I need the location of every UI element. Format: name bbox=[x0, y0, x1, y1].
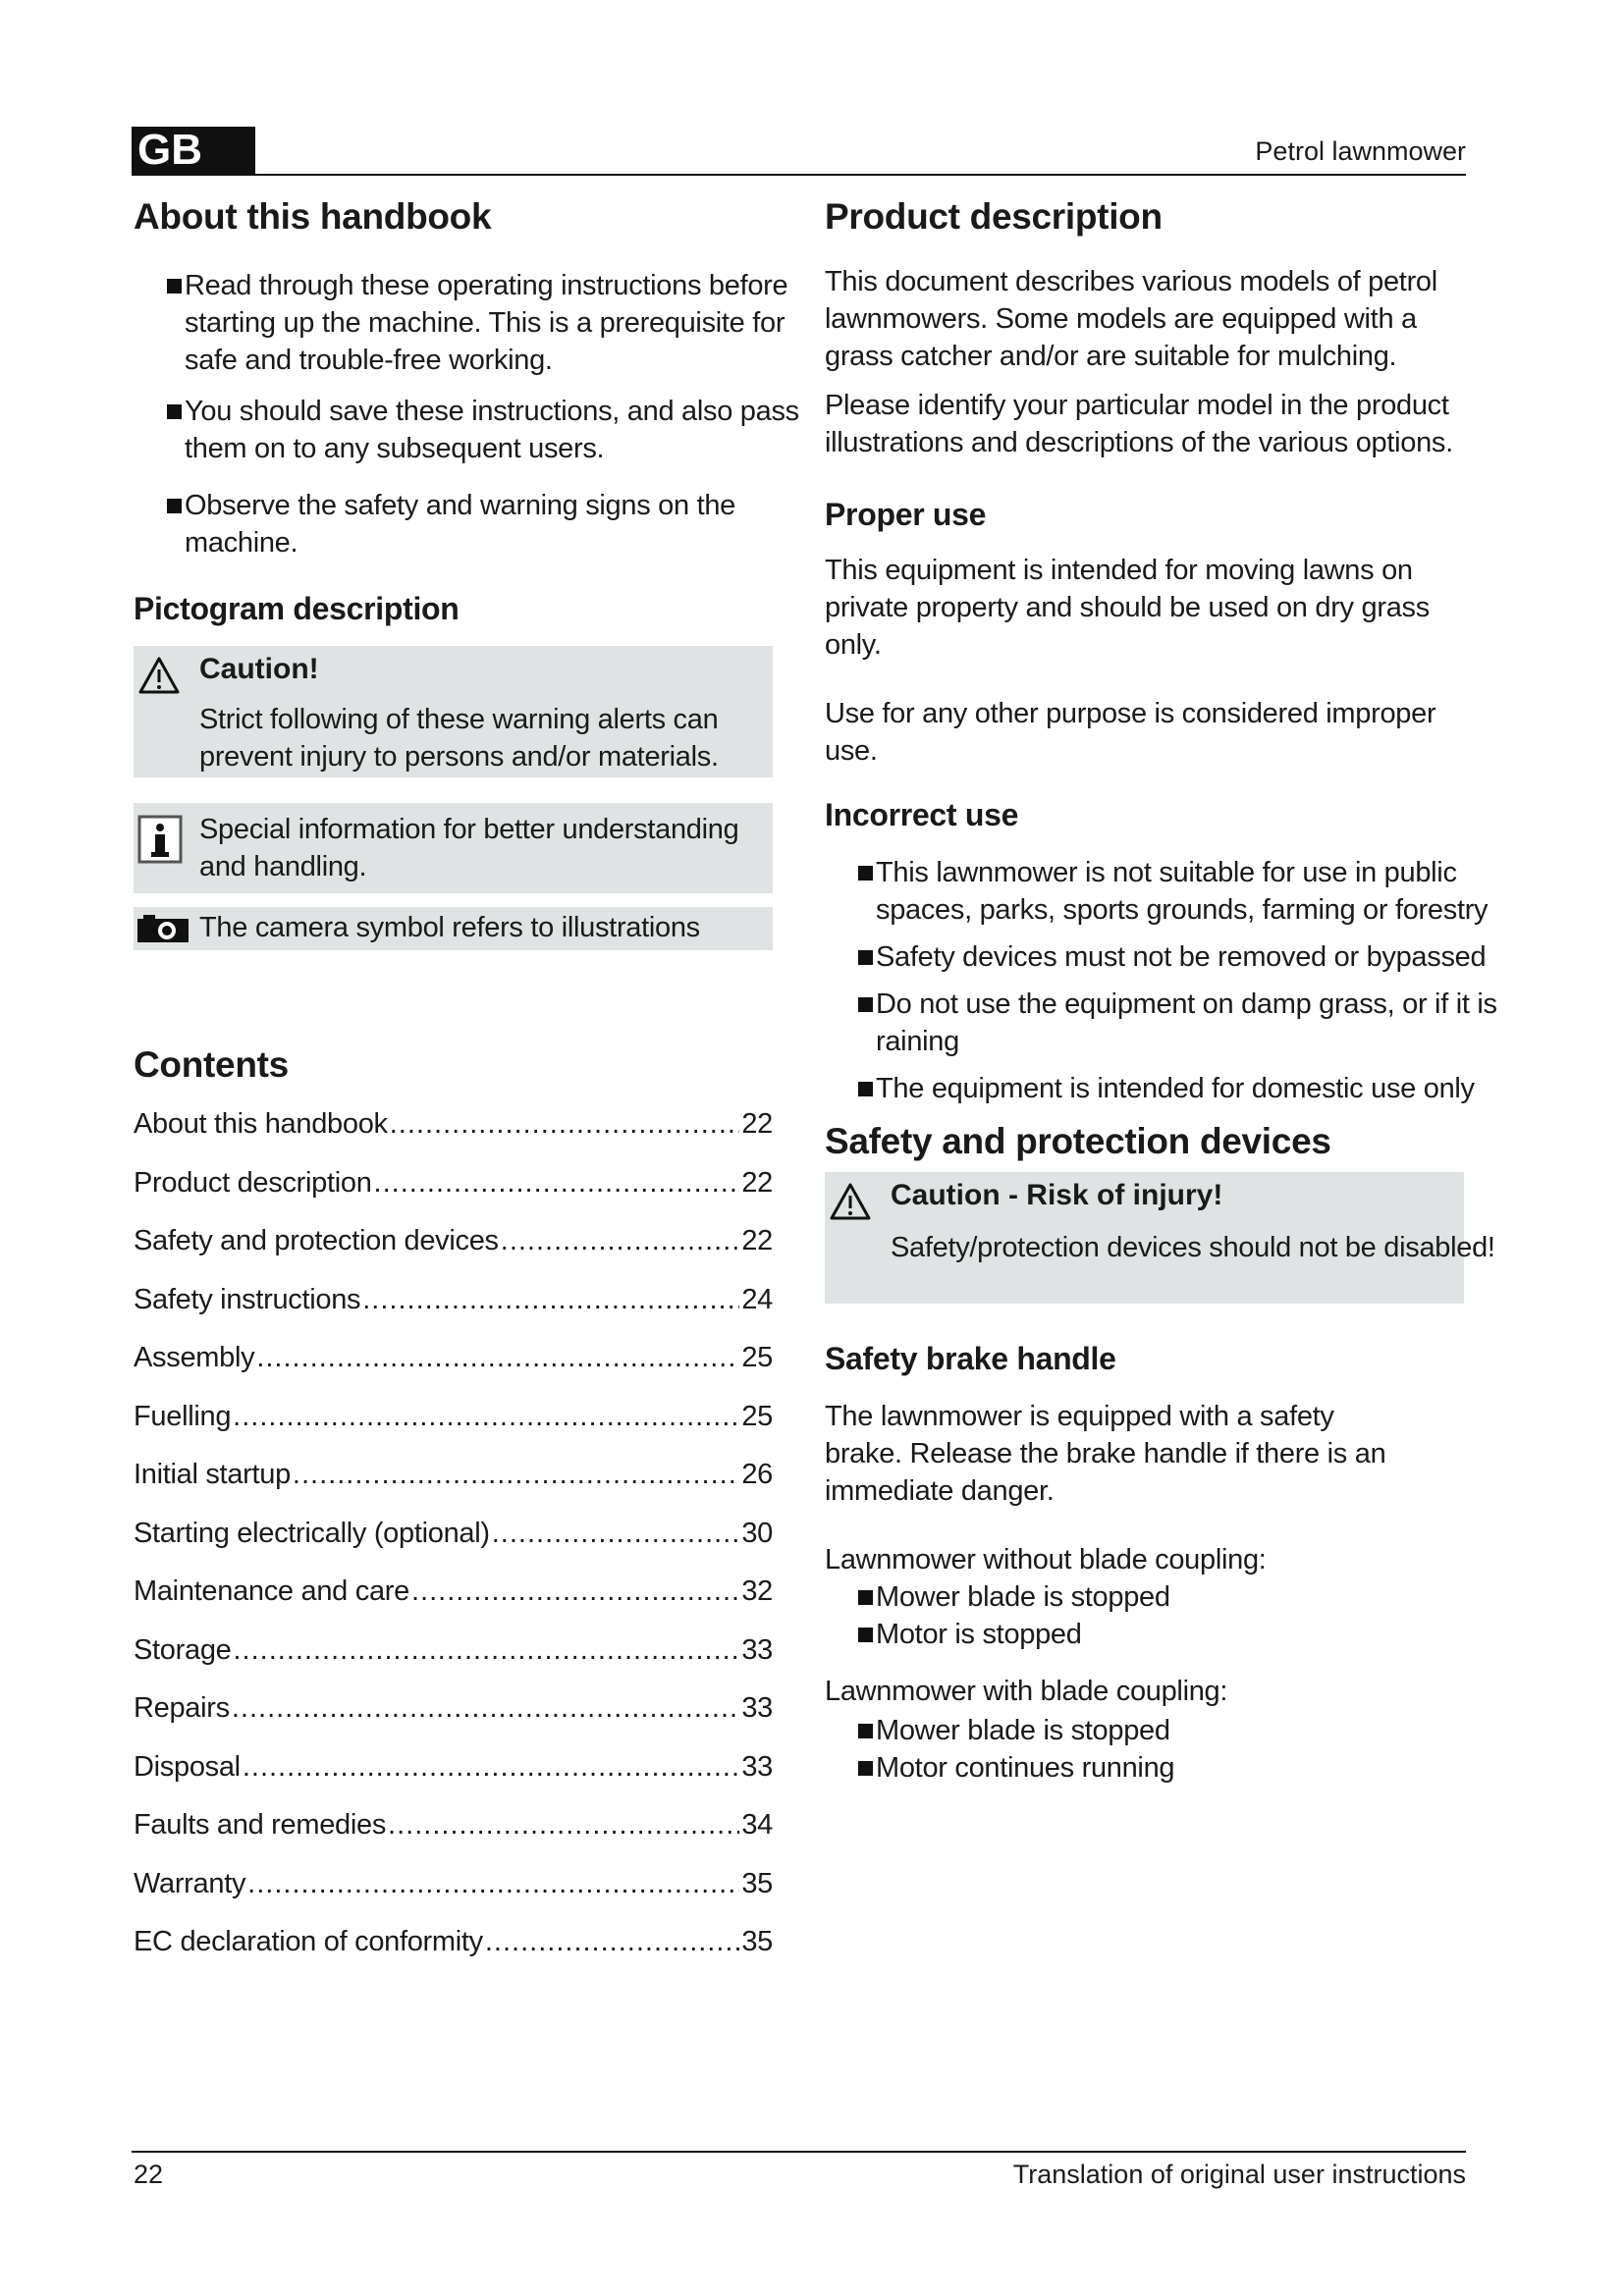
contents-entry bbox=[134, 1095, 773, 1154]
right-column bbox=[825, 194, 1497, 1787]
risk-caution-box bbox=[825, 1172, 1495, 1304]
contents-entry bbox=[134, 1738, 773, 1797]
contents-entry-page: 22 bbox=[741, 1108, 773, 1140]
without-coupling-item-1: Mower blade is stopped bbox=[825, 1578, 1492, 1616]
info-text: Special information for better understanding and handling. bbox=[199, 814, 739, 882]
contents-entry-leader bbox=[232, 1680, 739, 1738]
product-paragraph-2: Please identify your particular model in the product illustrations and descriptions of the various options. bbox=[825, 390, 1453, 458]
bullet-square-icon bbox=[858, 866, 873, 881]
contents-entry-page: 30 bbox=[741, 1517, 773, 1549]
caution-title: Caution! bbox=[199, 653, 319, 685]
incorrect-use-bullet-4: The equipment is intended for domestic use only bbox=[825, 1070, 1543, 1107]
contents-entry bbox=[134, 1446, 773, 1505]
contents-entry-leader bbox=[485, 1913, 739, 1972]
left-column bbox=[134, 194, 799, 1972]
contents-entry-label: Faults and remedies bbox=[134, 1809, 387, 1841]
without-coupling-title: Lawnmower without blade coupling: bbox=[825, 1544, 1267, 1575]
proper-use-paragraph-2: Use for any other purpose is considered improper use. bbox=[825, 698, 1436, 767]
risk-caution-title: Caution - Risk of injury! bbox=[891, 1179, 1223, 1211]
bullet-square-icon bbox=[858, 1590, 873, 1605]
with-coupling-item-2: Motor continues running bbox=[825, 1749, 1492, 1787]
contents-entry-leader bbox=[501, 1212, 740, 1271]
contents-entry-label: Safety and protection devices bbox=[134, 1225, 499, 1256]
contents-entry-label: About this handbook bbox=[134, 1108, 388, 1140]
contents-entry bbox=[134, 1388, 773, 1447]
warning-triangle-icon bbox=[137, 656, 181, 695]
contents-entry-page: 33 bbox=[741, 1750, 773, 1783]
info-icon bbox=[137, 815, 183, 864]
with-coupling-item-1: Mower blade is stopped bbox=[825, 1712, 1492, 1749]
proper-use-paragraph-1: This equipment is intended for moving lawns on private property and should be used on dry grass only. bbox=[825, 555, 1430, 661]
contents-entry bbox=[134, 1505, 773, 1564]
contents-entry-page: 33 bbox=[741, 1633, 773, 1666]
contents-entry-leader bbox=[247, 1855, 739, 1914]
bullet-square-icon bbox=[167, 279, 182, 294]
contents-entry bbox=[134, 1913, 773, 1972]
bullet-square-icon bbox=[858, 1628, 873, 1642]
bullet-square-icon bbox=[167, 499, 182, 513]
language-badge: GB bbox=[132, 127, 255, 174]
contents-entry-label: Disposal bbox=[134, 1750, 241, 1783]
camera-text: The camera symbol refers to illustrations bbox=[199, 912, 700, 943]
bullet-square-icon bbox=[167, 404, 182, 419]
contents-entry bbox=[134, 1329, 773, 1388]
contents-entry-page: 24 bbox=[741, 1283, 773, 1315]
document-title: Petrol lawnmower bbox=[1255, 136, 1466, 166]
contents-entry-leader bbox=[390, 1095, 740, 1154]
contents-entry-label: Repairs bbox=[134, 1692, 230, 1724]
contents-entry-label: Assembly bbox=[134, 1342, 255, 1373]
contents-entry-leader bbox=[374, 1154, 740, 1213]
contents-entry-label: EC declaration of conformity bbox=[134, 1926, 483, 1957]
contents-entry-label: Fuelling bbox=[134, 1400, 232, 1432]
footer-rule bbox=[132, 2151, 1466, 2153]
contents-entry-page: 25 bbox=[741, 1342, 773, 1373]
about-bullet-2: You should save these instructions, and also pass them on to any subsequent users. bbox=[134, 393, 833, 467]
contents-entry-label: Warranty bbox=[134, 1867, 246, 1899]
contents-entry-label: Safety instructions bbox=[134, 1283, 361, 1315]
bullet-square-icon bbox=[858, 997, 873, 1012]
proper-use-heading: Proper use bbox=[825, 497, 987, 532]
contents-entry-page: 22 bbox=[741, 1166, 773, 1199]
incorrect-use-heading: Incorrect use bbox=[825, 797, 1019, 832]
contents-entry-label: Initial startup bbox=[134, 1459, 291, 1490]
risk-caution-text: Safety/protection devices should not be disabled! bbox=[891, 1232, 1495, 1263]
contents-entry-label: Product description bbox=[134, 1166, 372, 1199]
contents-list bbox=[134, 1095, 773, 1972]
contents-entry-leader bbox=[388, 1796, 739, 1855]
brake-heading: Safety brake handle bbox=[825, 1341, 1116, 1376]
contents-entry bbox=[134, 1271, 773, 1330]
contents-entry bbox=[134, 1563, 773, 1622]
camera-icon bbox=[135, 913, 190, 944]
contents-entry-page: 33 bbox=[741, 1692, 773, 1724]
contents-entry bbox=[134, 1855, 773, 1914]
safety-devices-heading: Safety and protection devices bbox=[825, 1121, 1331, 1161]
about-bullet-1: Read through these operating instructions before starting up the machine. This is a prerequisite for safe and trouble-free working. bbox=[134, 267, 833, 379]
contents-entry-leader bbox=[492, 1505, 740, 1564]
brake-paragraph: The lawnmower is equipped with a safety brake. Release the brake handle if there is an immediate danger. bbox=[825, 1401, 1386, 1507]
contents-entry-leader bbox=[362, 1271, 739, 1330]
caution-text: Strict following of these warning alerts can prevent injury to persons and/or materials. bbox=[199, 704, 719, 773]
contents-entry-leader bbox=[243, 1738, 740, 1797]
incorrect-use-bullet-1: This lawnmower is not suitable for use in public spaces, parks, sports grounds, farming or forestry bbox=[825, 854, 1504, 929]
contents-entry-page: 35 bbox=[741, 1926, 773, 1957]
page-number: 22 bbox=[134, 2160, 164, 2189]
contents-entry-label: Storage bbox=[134, 1633, 232, 1666]
bullet-square-icon bbox=[858, 1082, 873, 1096]
contents-entry-leader bbox=[233, 1622, 739, 1681]
contents-entry-label: Starting electrically (optional) bbox=[134, 1517, 490, 1549]
without-coupling-item-2: Motor is stopped bbox=[825, 1616, 1492, 1653]
about-heading: About this handbook bbox=[134, 196, 492, 237]
contents-entry-page: 32 bbox=[741, 1575, 773, 1607]
incorrect-use-bullet-2: Safety devices must not be removed or bypassed bbox=[825, 938, 1543, 976]
contents-entry-leader bbox=[233, 1388, 739, 1447]
pictogram-heading: Pictogram description bbox=[134, 591, 460, 626]
contents-entry bbox=[134, 1622, 773, 1681]
incorrect-use-bullet-3: Do not use the equipment on damp grass, or if it is raining bbox=[825, 986, 1543, 1060]
product-heading: Product description bbox=[825, 196, 1163, 237]
warning-triangle-icon bbox=[829, 1182, 872, 1221]
with-coupling-title: Lawnmower with blade coupling: bbox=[825, 1676, 1228, 1707]
contents-entry-page: 26 bbox=[741, 1459, 773, 1490]
contents-entry bbox=[134, 1680, 773, 1738]
contents-entry-page: 25 bbox=[741, 1400, 773, 1432]
contents-entry bbox=[134, 1796, 773, 1855]
contents-entry-page: 22 bbox=[741, 1225, 773, 1256]
contents-entry-page: 35 bbox=[741, 1867, 773, 1899]
contents-entry-label: Maintenance and care bbox=[134, 1575, 409, 1607]
contents-entry-leader bbox=[411, 1563, 739, 1622]
info-box bbox=[134, 803, 773, 893]
contents-entry-leader bbox=[293, 1446, 739, 1505]
bullet-square-icon bbox=[858, 1761, 873, 1776]
contents-entry-page: 34 bbox=[741, 1809, 773, 1841]
contents-entry bbox=[134, 1212, 773, 1271]
contents-entry-leader bbox=[256, 1329, 739, 1388]
about-bullet-3: Observe the safety and warning signs on the machine. bbox=[134, 487, 813, 561]
contents-entry bbox=[134, 1154, 773, 1213]
bullet-square-icon bbox=[858, 950, 873, 965]
product-paragraph-1: This document describes various models of petrol lawnmowers. Some models are equipped with a grass catcher and/or are suitable for mulching. bbox=[825, 266, 1437, 372]
contents-heading: Contents bbox=[134, 1044, 289, 1085]
header-rule bbox=[132, 174, 1466, 176]
footer-text: Translation of original user instructions bbox=[1012, 2160, 1466, 2189]
bullet-square-icon bbox=[858, 1724, 873, 1738]
caution-box bbox=[134, 646, 773, 777]
camera-box bbox=[134, 907, 773, 950]
